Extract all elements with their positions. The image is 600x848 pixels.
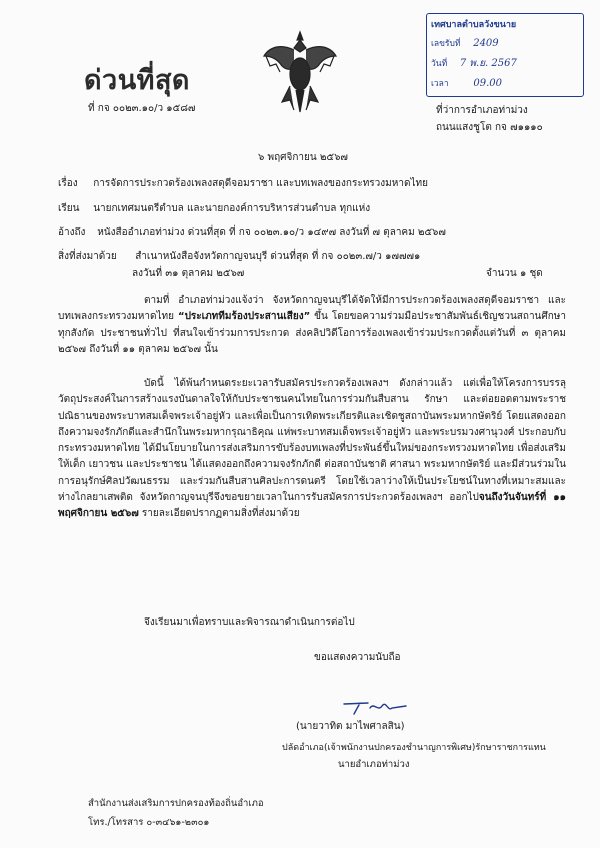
signatory-title-1: ปลัดอำเภอ(เจ้าพนักงานปกครองชำนาญการพิเศษ)รักษาราชการแทน [282, 743, 546, 753]
stamp-receive-value: 2409 [473, 38, 499, 49]
office-name: ที่ว่าการอำเภอท่าม่วง [436, 105, 528, 116]
urgency-heading: ด่วนที่สุด [84, 65, 190, 96]
reference-label: อ้างถึง [58, 227, 86, 238]
letter-date: ๖ พฤศจิกายน ๒๕๖๗ [258, 152, 348, 163]
body-paragraph-2 [58, 376, 566, 523]
stamp-receive-label: เลขรับที่ [431, 39, 461, 49]
closing-phrase: ขอแสดงความนับถือ [314, 652, 401, 663]
stamp-time-value: 09.00 [473, 78, 503, 89]
stamp-date-value: 7 พ.ย. 2567 [459, 58, 517, 69]
p1-text-a: ตามที่ อำเภอท่าม่วงแจ้งว่า จังหวัดกาญจนบุรีได้จัดให้มีการประกวดร้องเพลงสดุดีจอมราชา และบทเพลงกระทรวงมหาดไทย [58, 295, 566, 323]
closing-paragraph: จึงเรียนมาเพื่อทราบและพิจารณาดำเนินการต่อไป [144, 617, 355, 628]
p1-text-b: ขึ้น โดยขอความร่วมมือประชาสัมพันธ์เชิญชวนสถานศึกษาทุกสังกัด ประชาชนทั่วไป ที่สนใจเข้าร่วมการประกวด ส่งคลิปวิดีโอการร้องเพลงเข้าร่วมประกวดตั้งแต่วันที่ ๓ ตุลาคม ๒๕๖๗ ถึงวันที่ ๑๑ ตุลาคม ๒๕๖๗ นั้น [58, 311, 567, 355]
p2-bold: จนถึงวันจันทร์ที่ ๑๑ พฤศจิกายน ๒๕๖๗ [58, 492, 567, 520]
stamp-time-label: เวลา [431, 79, 449, 89]
enclosure-label: สิ่งที่ส่งมาด้วย [58, 251, 117, 262]
handwritten-signature-icon [340, 696, 410, 718]
doc-number: ที่ กจ ๐๐๒๓.๑๐/ว ๑๕๘๗ [88, 103, 196, 114]
footer-department: สำนักงานส่งเสริมการปกครองท้องถิ่นอำเภอ [88, 798, 264, 809]
recipient-row [58, 201, 370, 216]
signatory-title-2: นายอำเภอท่าม่วง [338, 759, 410, 770]
reference-row [58, 225, 446, 240]
signatory-name: (นายวาทิต มาไพศาลสิน) [296, 721, 405, 732]
subject-label: เรื่อง [58, 178, 78, 189]
receipt-stamp [426, 13, 584, 97]
stamp-org: เทศบาลตำบลวังขนาย [431, 20, 517, 30]
stamp-receive-no [431, 36, 499, 50]
enclosure-line2: ลงวันที่ ๓๑ ตุลาคม ๒๕๖๗ [132, 268, 245, 279]
subject-row [58, 176, 428, 191]
office-address: ถนนแสงชูโต กจ ๗๑๑๑๐ [436, 122, 543, 133]
subject-text: การจัดการประกวดร้องเพลงสดุดีจอมราชา และบทเพลงของกระทรวงมหาดไทย [93, 178, 428, 189]
body-paragraph-1 [58, 293, 566, 358]
stamp-date [431, 56, 517, 71]
enclosure-quantity: จำนวน ๑ ชุด [486, 268, 543, 279]
p2-text-a: บัดนี้ ได้พ้นกำหนดระยะเวลารับสมัครประกวดร้องเพลงฯ ดังกล่าวแล้ว แต่เพื่อให้โครงการบรรลุวัตถุประสงค์ในการสร้างแรงบันดาลใจให้กับประชาชนคนไทยในการร่วมกันสืบสาน รักษา และต่อยอดตามพระราชปณิธานของพระบาทสมเด็จพระเจ้าอยู่หัว และเพื่อเป็นการเทิดพระเกียรติและเชิดชูสถาบันพระมหากษัตริย์ โดยแสดงออกถึงความจงรักภักดีและสำนึกในพระมหากรุณาธิคุณ แห่พระบาทสมเด็จพระเจ้าอยู่หัว และพระบรมวงศานุวงศ์ ประกอบกับกระทรวงมหาดไทย ได้มีนโยบายในการส่งเสริมการขับร้องบทเพลงที่ประพันธ์ขึ้นใหม่ของกระทรวงมหาดไทย เพื่อส่งเสริมให้เด็ก เยาวชน และประชาชน ได้แสดงออกถึงความจงรักภักดี ต่อสถาบันชาติ ศาสนา พระมหากษัตริย์ และมีส่วนร่วมในการอนุรักษ์ศิลปวัฒนธรรม และร่วมกันสืบสานศิลปะการดนตรี โดยใช้เวลาว่างให้เป็นประโยชน์ในทางที่เหมาะสมและห่างไกลยาเสพติด จังหวัดกาญจนบุรีจึงขอขยายเวลาในการรับสมัครการประกวดร้องเพลงฯ ออกไป [58, 378, 566, 504]
garuda-emblem-icon [260, 26, 340, 114]
reference-text: หนังสืออำเภอท่าม่วง ด่วนที่สุด ที่ กจ ๐๐๒๓.๑๐/ว ๑๔๙๗ ลงวันที่ ๗ ตุลาคม ๒๕๖๗ [97, 227, 446, 238]
p2-text-b: รายละเอียดปรากฏตามสิ่งที่ส่งมาด้วย [138, 508, 300, 520]
enclosure-row [58, 249, 420, 264]
footer-phone: โทร./โทรสาร ๐-๓๔๖๑-๒๓๐๑ [88, 817, 210, 828]
p1-bold: “ประเภททีมร้องประสานเสียง” [178, 311, 311, 323]
recipient-label: เรียน [58, 203, 80, 214]
stamp-time [431, 76, 502, 90]
recipient-text: นายกเทศมนตรีตำบล และนายกองค์การบริหารส่วนตำบล ทุกแห่ง [93, 203, 371, 214]
stamp-date-label: วันที่ [431, 59, 448, 69]
enclosure-line1: สำเนาหนังสือจังหวัดกาญจนบุรี ด่วนที่สุด ที่ กจ ๐๐๒๓.๗/ว ๑๗๗๗๑ [135, 251, 421, 262]
